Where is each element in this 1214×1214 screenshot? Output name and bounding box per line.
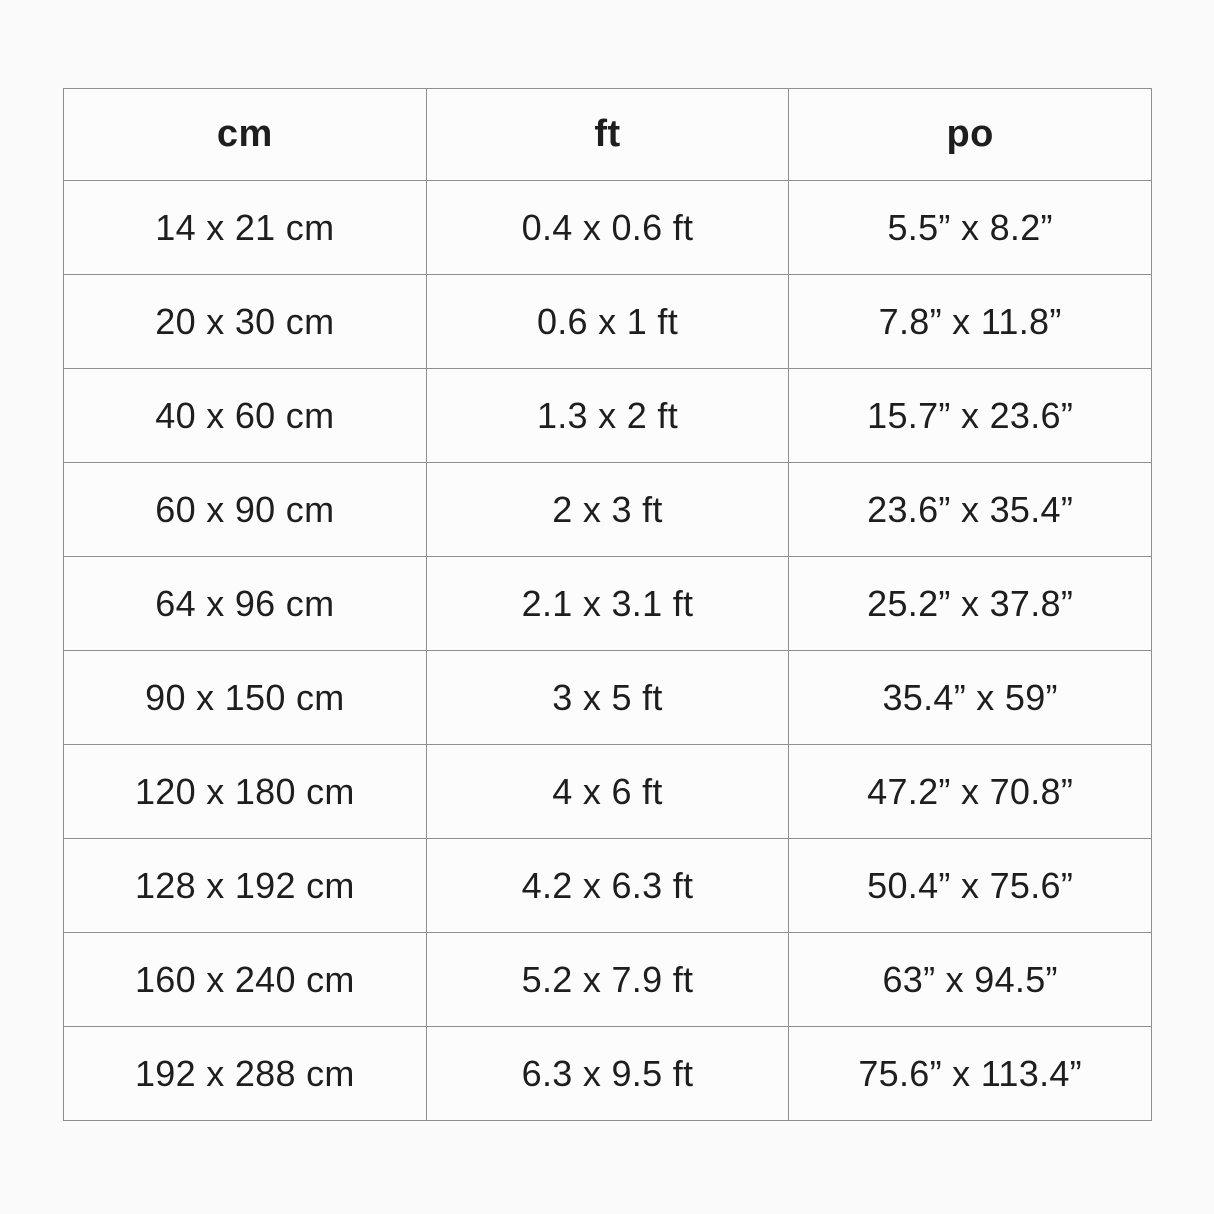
- cell-cm: 192 x 288 cm: [64, 1027, 427, 1121]
- cell-po: 7.8” x 11.8”: [789, 275, 1152, 369]
- col-header-ft: ft: [426, 89, 789, 181]
- cell-po: 25.2” x 37.8”: [789, 557, 1152, 651]
- table-row: [64, 275, 1152, 369]
- col-header-cm: cm: [64, 89, 427, 181]
- cell-po: 15.7” x 23.6”: [789, 369, 1152, 463]
- cell-cm: 40 x 60 cm: [64, 369, 427, 463]
- table-row: [64, 839, 1152, 933]
- cell-cm: 20 x 30 cm: [64, 275, 427, 369]
- cell-po: 35.4” x 59”: [789, 651, 1152, 745]
- col-header-po: po: [789, 89, 1152, 181]
- table-row: [64, 933, 1152, 1027]
- table-header: [64, 89, 1152, 181]
- table-row: [64, 1027, 1152, 1121]
- table-row: [64, 651, 1152, 745]
- table-row: [64, 463, 1152, 557]
- cell-ft: 0.6 x 1 ft: [426, 275, 789, 369]
- table-row: [64, 557, 1152, 651]
- cell-cm: 60 x 90 cm: [64, 463, 427, 557]
- table-row: [64, 369, 1152, 463]
- cell-po: 75.6” x 113.4”: [789, 1027, 1152, 1121]
- cell-ft: 4 x 6 ft: [426, 745, 789, 839]
- cell-ft: 1.3 x 2 ft: [426, 369, 789, 463]
- size-conversion-table: [63, 88, 1152, 1121]
- cell-cm: 14 x 21 cm: [64, 181, 427, 275]
- cell-ft: 2.1 x 3.1 ft: [426, 557, 789, 651]
- cell-cm: 160 x 240 cm: [64, 933, 427, 1027]
- cell-ft: 0.4 x 0.6 ft: [426, 181, 789, 275]
- cell-po: 23.6” x 35.4”: [789, 463, 1152, 557]
- cell-ft: 5.2 x 7.9 ft: [426, 933, 789, 1027]
- table-row: [64, 745, 1152, 839]
- cell-ft: 4.2 x 6.3 ft: [426, 839, 789, 933]
- cell-po: 50.4” x 75.6”: [789, 839, 1152, 933]
- cell-cm: 64 x 96 cm: [64, 557, 427, 651]
- cell-cm: 128 x 192 cm: [64, 839, 427, 933]
- table-body: [64, 181, 1152, 1121]
- header-row: [64, 89, 1152, 181]
- cell-po: 5.5” x 8.2”: [789, 181, 1152, 275]
- cell-cm: 120 x 180 cm: [64, 745, 427, 839]
- cell-ft: 6.3 x 9.5 ft: [426, 1027, 789, 1121]
- cell-po: 63” x 94.5”: [789, 933, 1152, 1027]
- cell-ft: 2 x 3 ft: [426, 463, 789, 557]
- cell-ft: 3 x 5 ft: [426, 651, 789, 745]
- cell-cm: 90 x 150 cm: [64, 651, 427, 745]
- cell-po: 47.2” x 70.8”: [789, 745, 1152, 839]
- table-row: [64, 181, 1152, 275]
